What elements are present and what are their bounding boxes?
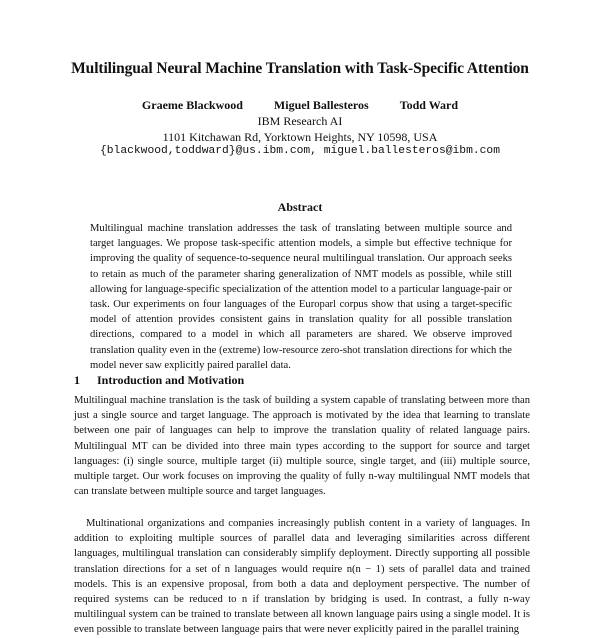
body-paragraph: Multinational organizations and companies increasingly publish content in a variety of languages. In addition to exploiting multiple sources of parallel data and leveraging similarities across different languages, multilingual translation can considerably simplify deployment. Directly supporting all possible translation directions for a set of n languages would require n(n − 1) sets of parallel data and trained models. This is an expensive proposal, from both a data and deployment perspective. The number of required systems can be reduced to n if translation by bridging is used. In contrast, a fully n-way multilingual system can be trained to translate between all known language pairs using a single model. It is even possible to translate between language pairs that were never explicitly paired in the parallel training xyxy=(74,518,530,636)
author-name: Miguel Ballesteros xyxy=(273,98,369,112)
abstract-heading: Abstract xyxy=(277,200,323,214)
author-name: Todd Ward xyxy=(399,98,459,112)
body-paragraph: Multilingual machine translation is the task of building a system capable of translating between more than just a single source and target language. The approach is motivated by the idea that learning to translate between one pair of languages can help to improve the translation quality of related language pairs. Multilingual MT can be divided into three main types according to the support for source and target languages: (i) single source, multiple target (ii) multiple source, single target, and (iii) multiple source, multiple target. Our work focuses on improving the quality of fully n-way multilingual NMT models that can translate between multiple source and target languages. xyxy=(74,395,530,498)
author-emails: {blackwood,toddward}@us.ibm.com, miguel.ballesteros@ibm.com xyxy=(100,145,500,157)
affiliation: IBM Research AI xyxy=(257,114,343,128)
section-title: Introduction and Motivation xyxy=(97,373,245,387)
section-heading xyxy=(74,373,534,388)
author-name: Graeme Blackwood xyxy=(141,98,243,112)
abstract-text: Multilingual machine translation addresses the task of translating between multiple source and target languages. We propose task-specific attention models, a simple but effective technique for improving the quality of sequence-to-sequence neural multilingual translation. Our approach seeks to retain as much of the parameter sharing generalization of NMT models as possible, while still allowing for language-specific specialization of the attention model to a particular language-pair or task. Our experiments on four languages of the Europarl corpus show that using a target-specific model of attention provides consistent gains in translation quality for all possible translation directions, compared to a model in which all parameters are shared. We observe improved translation quality even in the (extreme) low-resource zero-shot translation directions for which the model never saw explicitly paired parallel data. xyxy=(90,223,512,371)
author-list xyxy=(0,98,600,113)
paper-title: Multilingual Neural Machine Translation with Task-Specific Attention xyxy=(71,60,529,77)
section-number: 1 xyxy=(74,373,80,387)
address: 1101 Kitchawan Rd, Yorktown Heights, NY 10598, USA xyxy=(162,130,438,144)
